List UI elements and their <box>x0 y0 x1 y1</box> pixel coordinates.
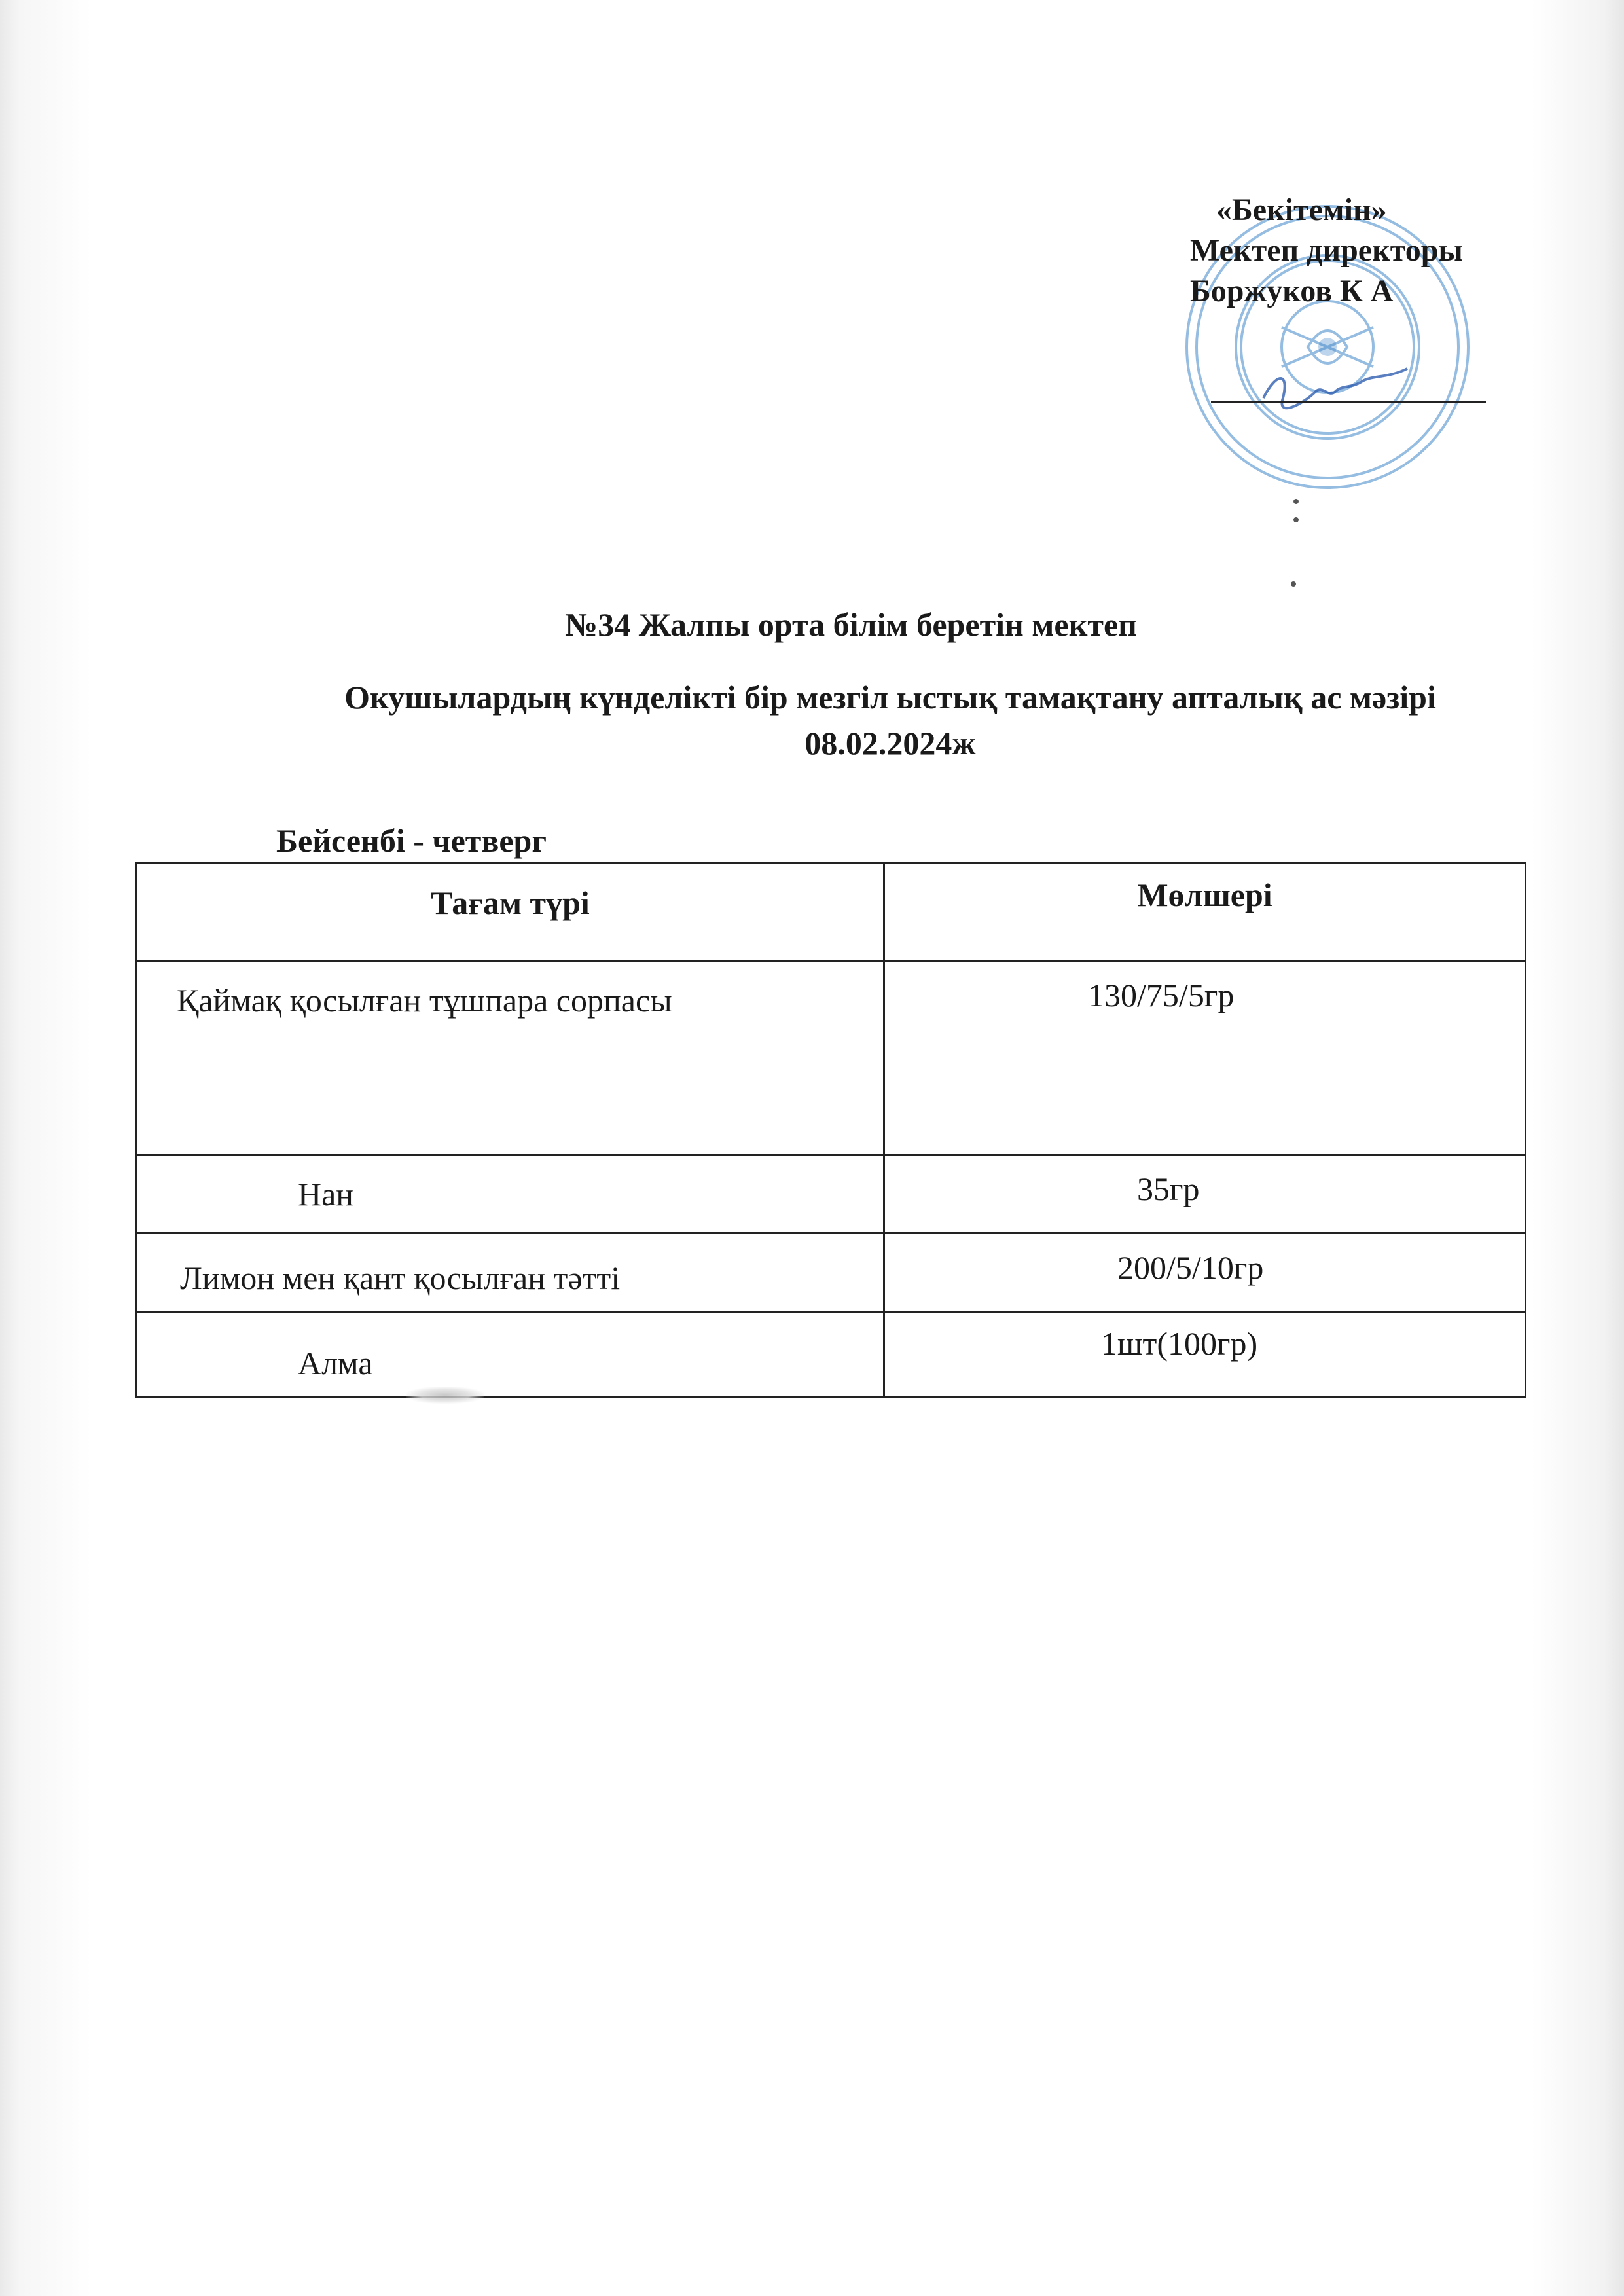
menu-title-line1: Окушылардың күнделікті бір мезгіл ыстық тамақтану апталық ас мәзірі <box>344 679 1436 716</box>
signature-line <box>1211 401 1486 403</box>
approval-title: «Бекітемін» <box>1216 192 1387 227</box>
dish-cell: Қаймақ қосылған тұшпара сорпасы <box>137 961 884 1155</box>
ink-smudge <box>406 1387 484 1404</box>
menu-title <box>255 674 1525 766</box>
approval-name: Боржуков К А <box>1190 274 1394 308</box>
menu-table <box>135 862 1526 1398</box>
table-row <box>137 1155 1526 1233</box>
table-row <box>137 961 1526 1155</box>
dish-cell: Лимон мен қант қосылған тәтті <box>137 1233 884 1312</box>
stray-mark <box>1291 581 1296 587</box>
day-label: Бейсенбі - четверг <box>276 822 547 859</box>
amount-cell: 1шт(100гр) <box>884 1312 1526 1397</box>
dish-cell: Нан <box>137 1155 884 1233</box>
stray-mark <box>1293 517 1299 522</box>
signature-icon <box>1250 359 1420 418</box>
table-header-row <box>137 864 1526 961</box>
menu-date: 08.02.2024ж <box>804 725 976 761</box>
amount-cell: 35гр <box>884 1155 1526 1233</box>
stray-mark <box>1293 499 1299 504</box>
dish-cell: Алма <box>137 1312 884 1397</box>
header-amount: Мөлшері <box>884 864 1526 961</box>
school-name: №34 Жалпы орта білім беретін мектеп <box>565 606 1137 643</box>
approval-block <box>1190 190 1557 312</box>
approval-position: Мектеп директоры <box>1190 233 1463 268</box>
table-row <box>137 1312 1526 1397</box>
amount-cell: 200/5/10гр <box>884 1233 1526 1312</box>
header-dish-type: Тағам түрі <box>137 864 884 961</box>
amount-cell: 130/75/5гр <box>884 961 1526 1155</box>
table-row <box>137 1233 1526 1312</box>
